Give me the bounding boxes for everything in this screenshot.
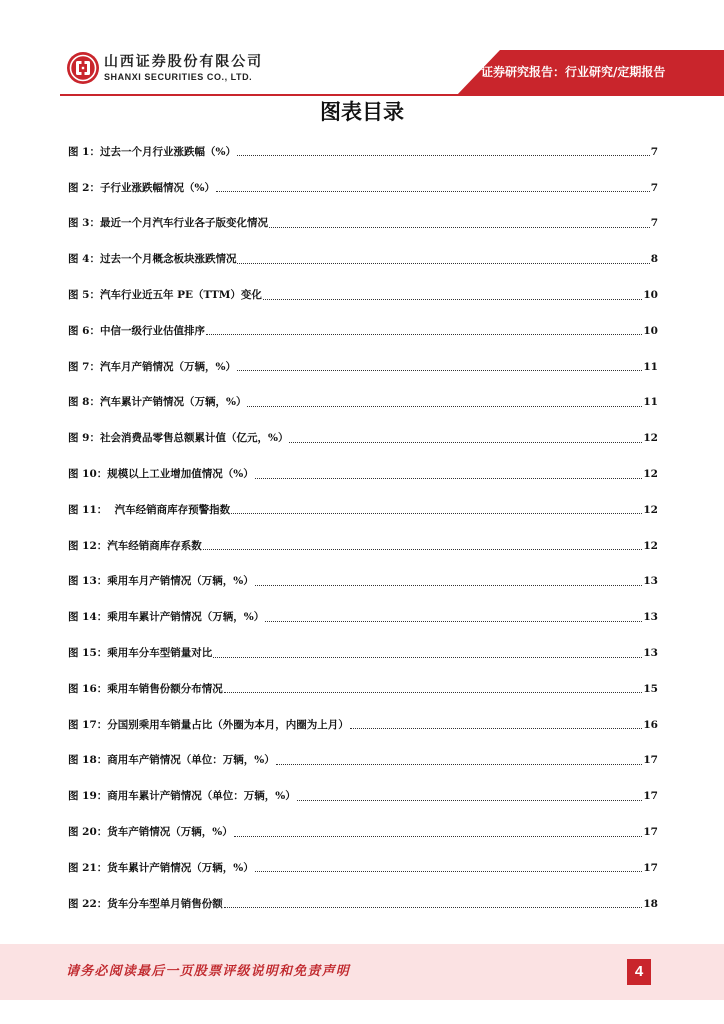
toc-entry-label: 图 15：乘用车分车型销量对比 [68,647,213,660]
toc-entry[interactable] [68,313,658,349]
toc-entry-label: 图 6：中信一级行业估值排序 [68,324,205,337]
toc-entry-page: 17 [643,861,658,874]
toc-entry[interactable] [68,277,658,313]
header-banner [0,0,724,100]
toc-entry-page: 12 [643,539,658,552]
toc-entry-page: 12 [643,503,658,516]
toc-dot-leader [203,549,643,550]
toc-entry-label: 图 3：最近一个月汽车行业各子版变化情况 [68,217,268,230]
toc-dot-leader [247,406,642,407]
toc-dot-leader [237,263,649,264]
toc-entry[interactable] [68,814,658,850]
toc-entry-label: 图 14：乘用车累计产销情况（万辆，%） [68,611,265,624]
toc-entry-label: 图 10：规模以上工业增加值情况（%） [68,468,254,481]
toc-dot-leader [263,299,642,300]
toc-dot-leader [224,907,643,908]
toc-entry[interactable] [68,134,658,170]
toc-dot-leader [255,478,643,479]
toc-entry-label: 图 19：商用车累计产销情况（单位：万辆，%） [68,790,296,803]
toc-dot-leader [255,585,643,586]
toc-entry[interactable] [68,206,658,242]
toc-entry-label: 图 7：汽车月产销情况（万辆，%） [68,360,236,373]
toc-entry-label: 图 22：货车分车型单月销售份额 [68,897,223,910]
toc-entry-label: 图 11： 汽车经销商库存预警指数 [68,503,231,516]
toc-entry-page: 13 [643,647,658,660]
toc-dot-leader [265,621,642,622]
toc-entry-label: 图 18：商用车产销情况（单位：万辆，%） [68,754,275,767]
toc-entry[interactable] [68,635,658,671]
toc-entry[interactable] [68,778,658,814]
toc-entry-page: 7 [650,181,658,194]
toc-dot-leader [297,800,643,801]
toc-entry-label: 图 12：汽车经销商库存系数 [68,539,202,552]
company-name-cn: 山西证券股份有限公司 [104,54,263,70]
company-name-en: SHANXI SECURITIES CO., LTD. [104,72,253,82]
footer-disclaimer: 请务必阅读最后一页股票评级说明和免责声明 [66,964,351,979]
header-rule [60,94,460,96]
toc-entry-page: 8 [650,253,658,266]
toc-entry[interactable] [68,671,658,707]
toc-dot-leader [237,155,650,156]
toc-entry-label: 图 21：货车累计产销情况（万辆，%） [68,861,254,874]
toc-entry[interactable] [68,492,658,528]
toc-entry-label: 图 9：社会消费品零售总额累计值（亿元，%） [68,432,289,445]
toc-dot-leader [206,334,642,335]
toc-entry-page: 13 [643,575,658,588]
toc-entry[interactable] [68,349,658,385]
toc-entry[interactable] [68,170,658,206]
toc-entry-label: 图 1：过去一个月行业涨跌幅（%） [68,145,236,158]
toc-dot-leader [255,871,643,872]
toc-entry-page: 7 [650,217,658,230]
toc-entry-label: 图 5：汽车行业近五年 PE（TTM）变化 [68,289,262,302]
figure-table-of-contents [68,134,658,922]
toc-entry-label: 图 17：分国别乘用车销量占比（外圈为本月，内圈为上月） [68,718,349,731]
toc-entry[interactable] [68,241,658,277]
toc-entry-page: 11 [643,360,658,373]
toc-entry[interactable] [68,564,658,600]
toc-entry[interactable] [68,456,658,492]
toc-entry-page: 10 [643,324,658,337]
toc-entry-label: 图 13：乘用车月产销情况（万辆，%） [68,575,254,588]
toc-dot-leader [289,442,642,443]
toc-dot-leader [269,227,650,228]
toc-dot-leader [237,370,642,371]
toc-entry-page: 7 [650,145,658,158]
toc-entry-page: 12 [643,432,658,445]
toc-entry[interactable] [68,886,658,922]
report-type-label: 证券研究报告：行业研究/定期报告 [481,65,666,79]
page-number: 4 [627,959,651,985]
company-logo-icon [66,51,100,85]
toc-dot-leader [216,191,650,192]
toc-entry-page: 17 [643,826,658,839]
toc-entry[interactable] [68,385,658,421]
toc-entry-page: 18 [643,897,658,910]
toc-entry-label: 图 16：乘用车销售份额分布情况 [68,682,223,695]
page-title: 图表目录 [320,99,404,124]
toc-entry[interactable] [68,850,658,886]
toc-entry-page: 17 [643,754,658,767]
toc-entry-label: 图 20：货车产销情况（万辆，%） [68,826,233,839]
toc-entry-label: 图 2：子行业涨跌幅情况（%） [68,181,215,194]
toc-entry-page: 17 [643,790,658,803]
toc-dot-leader [231,513,642,514]
toc-entry-page: 13 [643,611,658,624]
toc-entry-page: 15 [643,682,658,695]
toc-entry[interactable] [68,420,658,456]
toc-entry-label: 图 8：汽车累计产销情况（万辆，%） [68,396,247,409]
toc-entry-page: 10 [643,289,658,302]
toc-entry[interactable] [68,743,658,779]
toc-entry[interactable] [68,599,658,635]
toc-entry-page: 11 [643,396,658,409]
toc-entry[interactable] [68,707,658,743]
toc-entry-page: 12 [643,468,658,481]
toc-entry-page: 16 [643,718,658,731]
toc-dot-leader [224,692,643,693]
toc-dot-leader [350,728,643,729]
toc-entry[interactable] [68,528,658,564]
toc-dot-leader [276,764,643,765]
toc-dot-leader [234,836,643,837]
toc-dot-leader [213,657,642,658]
toc-entry-label: 图 4：过去一个月概念板块涨跌情况 [68,253,237,266]
